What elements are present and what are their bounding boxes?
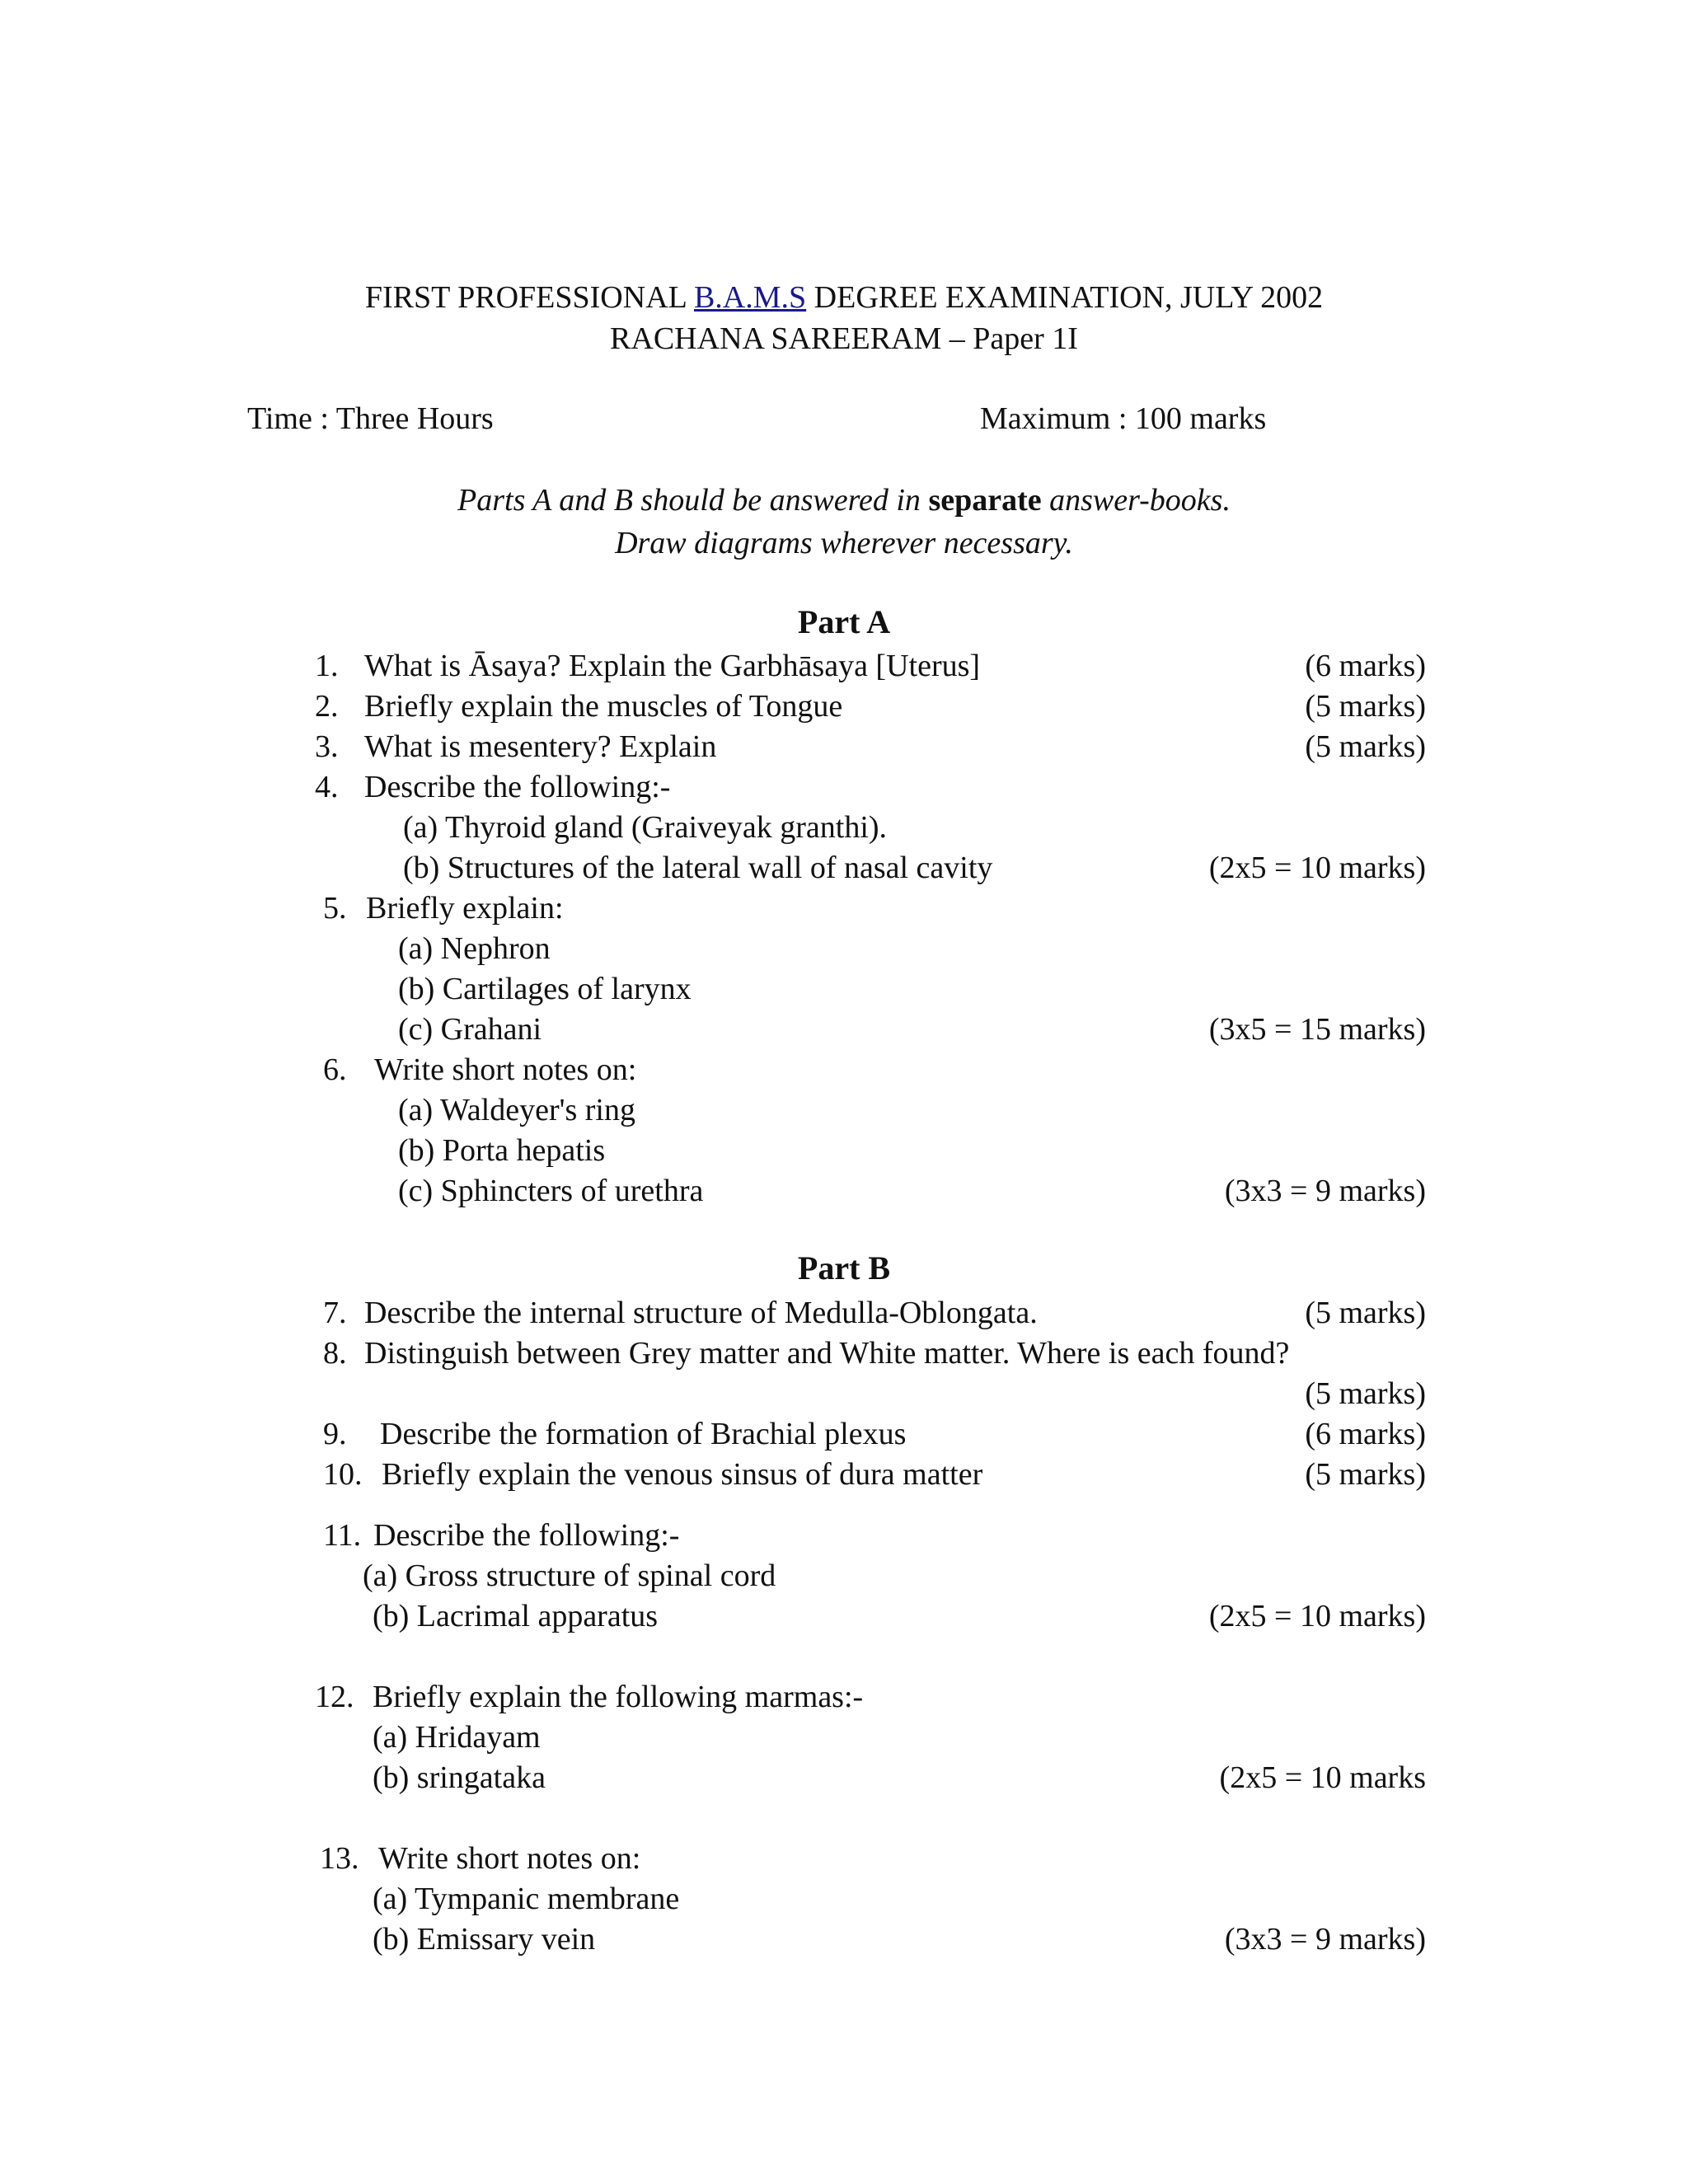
q8-number: 8.: [323, 1336, 347, 1371]
q6-b: (b) Porta hepatis: [398, 1133, 606, 1168]
q8-marks: (5 marks): [1305, 1376, 1426, 1411]
q1-number: 1.: [315, 649, 339, 683]
q3-text: What is mesentery? Explain: [364, 729, 717, 764]
q5-text: Briefly explain:: [366, 891, 564, 926]
q1-marks: (6 marks): [1305, 649, 1426, 683]
q7-number: 7.: [323, 1296, 347, 1330]
q10-marks: (5 marks): [1305, 1457, 1426, 1492]
q12-text: Briefly explain the following marmas:-: [373, 1680, 864, 1714]
q2-text: Briefly explain the muscles of Tongue: [364, 689, 843, 724]
q13-marks: (3x3 = 9 marks): [1224, 1922, 1426, 1957]
q12-b: (b) sringataka: [373, 1760, 546, 1795]
q11-text: Describe the following:-: [373, 1518, 680, 1553]
instruction-prefix: Parts A and B should be answered in: [457, 483, 929, 518]
part-a-heading: Part A: [797, 603, 891, 640]
q4-marks: (2x5 = 10 marks): [1208, 851, 1426, 885]
q3-marks: (5 marks): [1305, 729, 1426, 764]
q5-number: 5.: [323, 891, 347, 926]
q12-marks: (2x5 = 10 marks: [1219, 1760, 1426, 1795]
q7-marks: (5 marks): [1305, 1296, 1426, 1330]
maximum-marks: Maximum : 100 marks: [980, 401, 1267, 436]
q6-c: (c) Sphincters of urethra: [398, 1174, 704, 1208]
q11-b: (b) Lacrimal apparatus: [373, 1599, 659, 1633]
q10-number: 10.: [323, 1457, 363, 1492]
q13-number: 13.: [320, 1841, 359, 1876]
part-b-heading: Part B: [797, 1249, 891, 1286]
paper-title: RACHANA SAREERAM – Paper 1I: [610, 321, 1078, 356]
q9-text: Describe the formation of Brachial plexus: [380, 1417, 907, 1451]
q6-marks: (3x3 = 9 marks): [1224, 1174, 1426, 1208]
instruction-diagrams: Draw diagrams wherever necessary.: [615, 526, 1073, 560]
exam-title-prefix: FIRST PROFESSIONAL: [364, 280, 694, 315]
q13-a: (a) Tympanic membrane: [373, 1882, 680, 1916]
exam-title-suffix: DEGREE EXAMINATION, JULY 2002: [806, 280, 1324, 315]
q12-number: 12.: [315, 1680, 354, 1714]
q10-text: Briefly explain the venous sinsus of dura matter: [382, 1457, 983, 1492]
q4-b: (b) Structures of the lateral wall of nasal cavity: [403, 851, 993, 885]
q6-a: (a) Waldeyer's ring: [398, 1093, 635, 1127]
q5-b: (b) Cartilages of larynx: [398, 972, 692, 1006]
q4-number: 4.: [315, 770, 339, 804]
q9-number: 9.: [323, 1417, 347, 1451]
q5-a: (a) Nephron: [398, 931, 551, 966]
q6-text: Write short notes on:: [374, 1052, 637, 1087]
instruction-suffix: answer-books.: [1041, 483, 1231, 518]
q12-a: (a) Hridayam: [373, 1720, 541, 1755]
q8-text: Distinguish between Grey matter and White matter. Where is each found?: [364, 1336, 1290, 1371]
q5-c: (c) Grahani: [398, 1012, 542, 1047]
q11-a: (a) Gross structure of spinal cord: [363, 1558, 776, 1593]
q1-text: What is Āsaya? Explain the Garbhāsaya [Uterus]: [364, 649, 981, 683]
instruction-emphasis: separate: [928, 483, 1042, 518]
q4-a: (a) Thyroid gland (Graiveyak granthi).: [403, 810, 888, 845]
q7-text: Describe the internal structure of Medulla-Oblongata.: [364, 1296, 1038, 1330]
q11-number: 11.: [323, 1518, 362, 1553]
q13-b: (b) Emissary vein: [373, 1922, 596, 1957]
exam-title: [0, 282, 1688, 313]
q3-number: 3.: [315, 729, 339, 764]
time-allowed: Time : Three Hours: [247, 401, 494, 436]
q4-text: Describe the following:-: [364, 770, 671, 804]
q13-text: Write short notes on:: [378, 1841, 641, 1876]
q9-marks: (6 marks): [1305, 1417, 1426, 1451]
q2-marks: (5 marks): [1305, 689, 1426, 724]
q2-number: 2.: [315, 689, 339, 724]
bams-link[interactable]: B.A.M.S: [693, 280, 807, 315]
q6-number: 6.: [323, 1052, 347, 1087]
q5-marks: (3x5 = 15 marks): [1208, 1012, 1426, 1047]
instruction-answer-books: [0, 485, 1688, 516]
q11-marks: (2x5 = 10 marks): [1208, 1599, 1426, 1633]
